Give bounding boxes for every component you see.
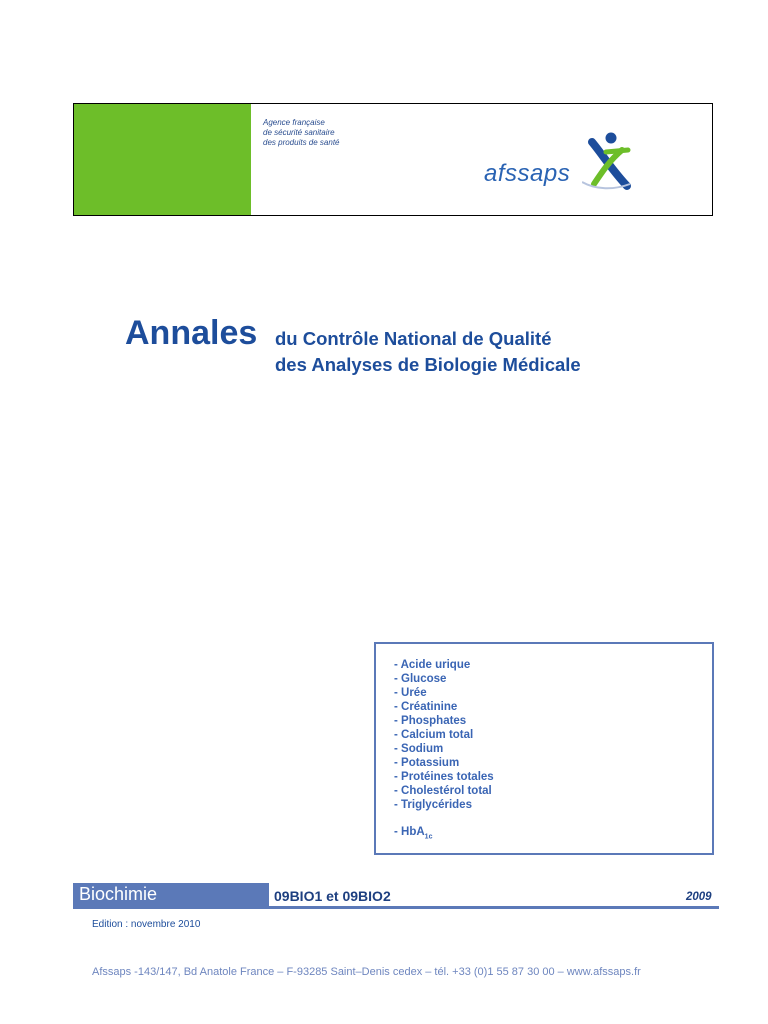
analyte-item: - Glucose bbox=[394, 673, 447, 685]
hba1c-subscript: 1c bbox=[424, 833, 433, 841]
analyte-item: - Urée bbox=[394, 687, 427, 699]
afssaps-logo-text: afssaps bbox=[484, 160, 571, 187]
analyte-item: - Triglycérides bbox=[394, 799, 472, 811]
section-bar bbox=[73, 883, 269, 907]
agency-name-line-1: Agence française bbox=[263, 118, 325, 127]
analyte-item: - Acide urique bbox=[394, 659, 471, 671]
section-divider bbox=[73, 906, 719, 909]
analyte-item: - Protéines totales bbox=[394, 771, 494, 783]
agency-name-line-3: des produits de santé bbox=[263, 138, 340, 147]
edition-year: 2009 bbox=[686, 891, 712, 903]
analyte-item: - Phosphates bbox=[394, 715, 467, 727]
annales-title: Annales bbox=[125, 314, 258, 352]
afssaps-logo-icon bbox=[582, 130, 632, 192]
analyte-item: - Créatinine bbox=[394, 701, 458, 713]
section-label: Biochimie bbox=[79, 884, 158, 904]
green-color-block bbox=[74, 104, 251, 215]
analyte-item: - Calcium total bbox=[394, 729, 474, 741]
hba1c-item bbox=[394, 826, 432, 840]
footer-address: Afssaps -143/147, Bd Anatole France – F-93285 Saint–Denis cedex – tél. +33 (0)1 55 87 30 00 – www.afssaps.fr bbox=[92, 966, 641, 978]
subtitle-line-2: des Analyses de Biologie Médicale bbox=[275, 354, 581, 375]
agency-name-line-2: de sécurité sanitaire bbox=[263, 128, 335, 137]
program-codes: 09BIO1 et 09BIO2 bbox=[274, 888, 391, 904]
analytes-list bbox=[394, 658, 494, 812]
analyte-item: - Sodium bbox=[394, 743, 444, 755]
analyte-item: - Cholestérol total bbox=[394, 785, 492, 797]
analyte-item: - Potassium bbox=[394, 757, 460, 769]
analytes-box bbox=[374, 642, 714, 855]
edition-date: Edition : novembre 2010 bbox=[92, 919, 201, 930]
hba1c-prefix: - HbA bbox=[394, 826, 425, 838]
header-banner bbox=[73, 103, 713, 216]
subtitle-line-1: du Contrôle National de Qualité bbox=[275, 328, 552, 349]
